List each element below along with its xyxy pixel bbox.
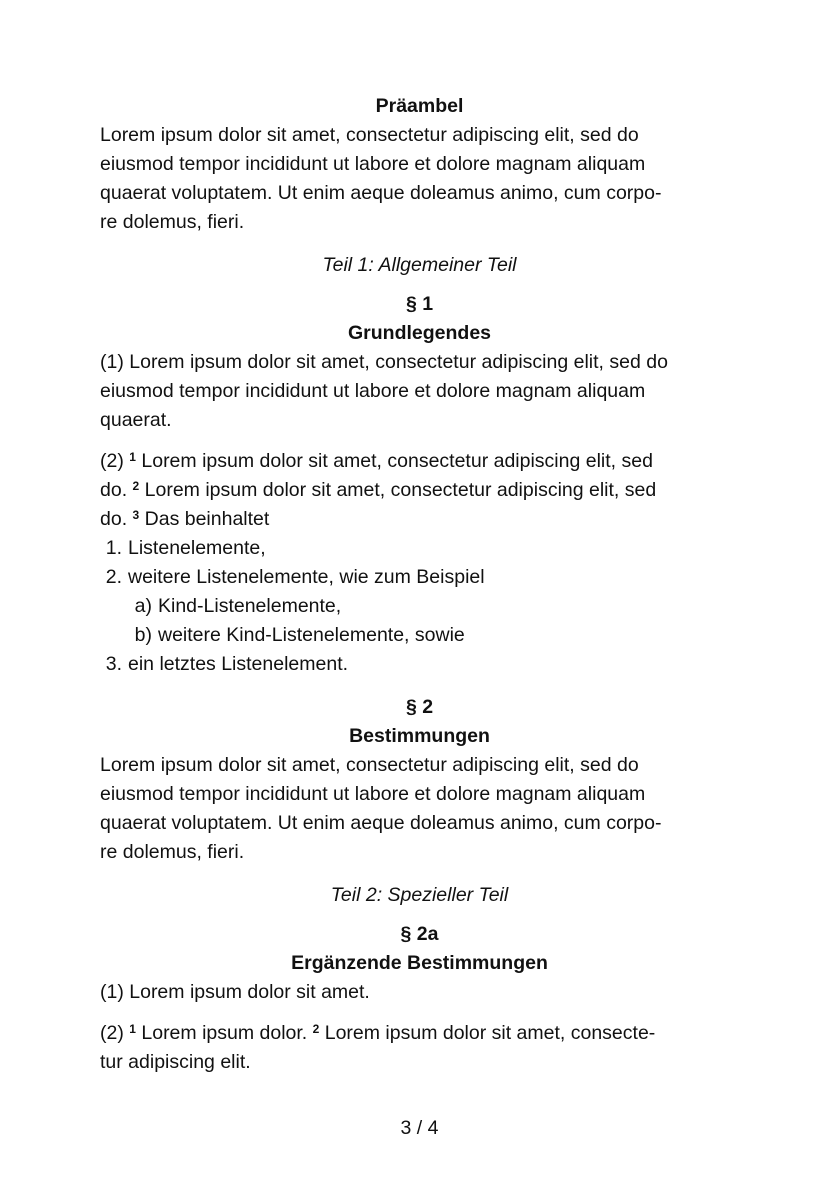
preamble-line: quaerat voluptatem. Ut enim aeque doleamus animo, cum corpo-: [100, 182, 662, 204]
page-number: 3 / 4: [400, 1117, 439, 1139]
section2a-number: § 2a: [400, 923, 439, 945]
paragraph-line: eiusmod tempor incididunt ut labore et dolore magnam aliquam: [100, 783, 646, 805]
nested-list: [128, 592, 739, 650]
paragraph-prefix: (2): [100, 450, 124, 472]
preamble-line: re dolemus, fieri.: [100, 211, 245, 233]
sentence-text: do.: [100, 479, 128, 501]
paragraph-line: quaerat.: [100, 409, 172, 431]
section2a-paragraph-1: (1) Lorem ipsum dolor sit amet.: [100, 981, 370, 1003]
preamble-line: Lorem ipsum dolor sit amet, consectetur adipiscing elit, sed do: [100, 124, 639, 146]
paragraph-prefix: (2): [100, 1022, 124, 1044]
list-item: [100, 563, 739, 650]
nested-list-item: [128, 621, 739, 650]
section1-number: § 1: [405, 293, 434, 315]
sentence-text: Lorem ipsum dolor.: [141, 1022, 308, 1044]
paragraph-line: quaerat voluptatem. Ut enim aeque doleamus animo, cum corpo-: [100, 812, 662, 834]
paragraph-line: eiusmod tempor incididunt ut labore et dolore magnam aliquam: [100, 380, 646, 402]
section1-title: Grundlegendes: [347, 322, 492, 344]
list-item-text: Listenelemente,: [128, 537, 266, 559]
preamble-text: [100, 121, 739, 237]
paragraph-line: re dolemus, fieri.: [100, 841, 245, 863]
sentence-number: 1: [129, 450, 136, 464]
list-marker: 1.: [105, 537, 122, 559]
sentence-number: 2: [312, 1022, 320, 1036]
part1-title: Teil 1: Allgemeiner Teil: [322, 254, 517, 276]
part2-title: Teil 2: Spezieller Teil: [330, 884, 509, 906]
section1-paragraph-2: [100, 447, 739, 534]
preamble-title: Präambel: [375, 95, 464, 117]
list-item: [100, 534, 739, 563]
sentence-number: 3: [132, 508, 140, 522]
list-marker: 2.: [105, 566, 122, 588]
nested-list-item-text: weitere Kind-Listenelemente, sowie: [158, 624, 465, 646]
nested-list-marker: a): [134, 595, 152, 617]
section1-paragraph-1: [100, 348, 739, 435]
paragraph-line: (1) Lorem ipsum dolor sit amet, consectetur adipiscing elit, sed do: [100, 351, 668, 373]
list-item: [100, 650, 739, 679]
sentence-text: Lorem ipsum dolor sit amet, consecte-: [324, 1022, 656, 1044]
sentence-text: Das beinhaltet: [144, 508, 270, 530]
sentence-number: 1: [129, 1022, 136, 1036]
nested-list-item-text: Kind-Listenelemente,: [158, 595, 342, 617]
preamble-line: eiusmod tempor incididunt ut labore et dolore magnam aliquam: [100, 153, 646, 175]
nested-list-item: [128, 592, 739, 621]
nested-list-marker: b): [134, 624, 152, 646]
list-item-text: ein letztes Listenelement.: [128, 653, 349, 675]
paragraph-line: Lorem ipsum dolor sit amet, consectetur adipiscing elit, sed do: [100, 754, 639, 776]
sentence-text: Lorem ipsum dolor sit amet, consectetur adipiscing elit, sed: [141, 450, 653, 472]
sentence-text: do.: [100, 508, 128, 530]
list-item-text: weitere Listenelemente, wie zum Beispiel: [128, 566, 485, 588]
section2a-title: Ergänzende Bestimmungen: [291, 952, 548, 974]
list-marker: 3.: [105, 653, 122, 675]
section2-number: § 2: [405, 696, 434, 718]
section2-title: Bestimmungen: [349, 725, 490, 747]
ordered-list: [100, 534, 739, 679]
sentence-text: tur adipiscing elit.: [100, 1051, 251, 1073]
section2a-paragraph-2: [100, 1019, 739, 1077]
sentence-text: Lorem ipsum dolor sit amet, consectetur adipiscing elit, sed: [144, 479, 657, 501]
section2-text: [100, 751, 739, 867]
sentence-number: 2: [132, 479, 140, 493]
